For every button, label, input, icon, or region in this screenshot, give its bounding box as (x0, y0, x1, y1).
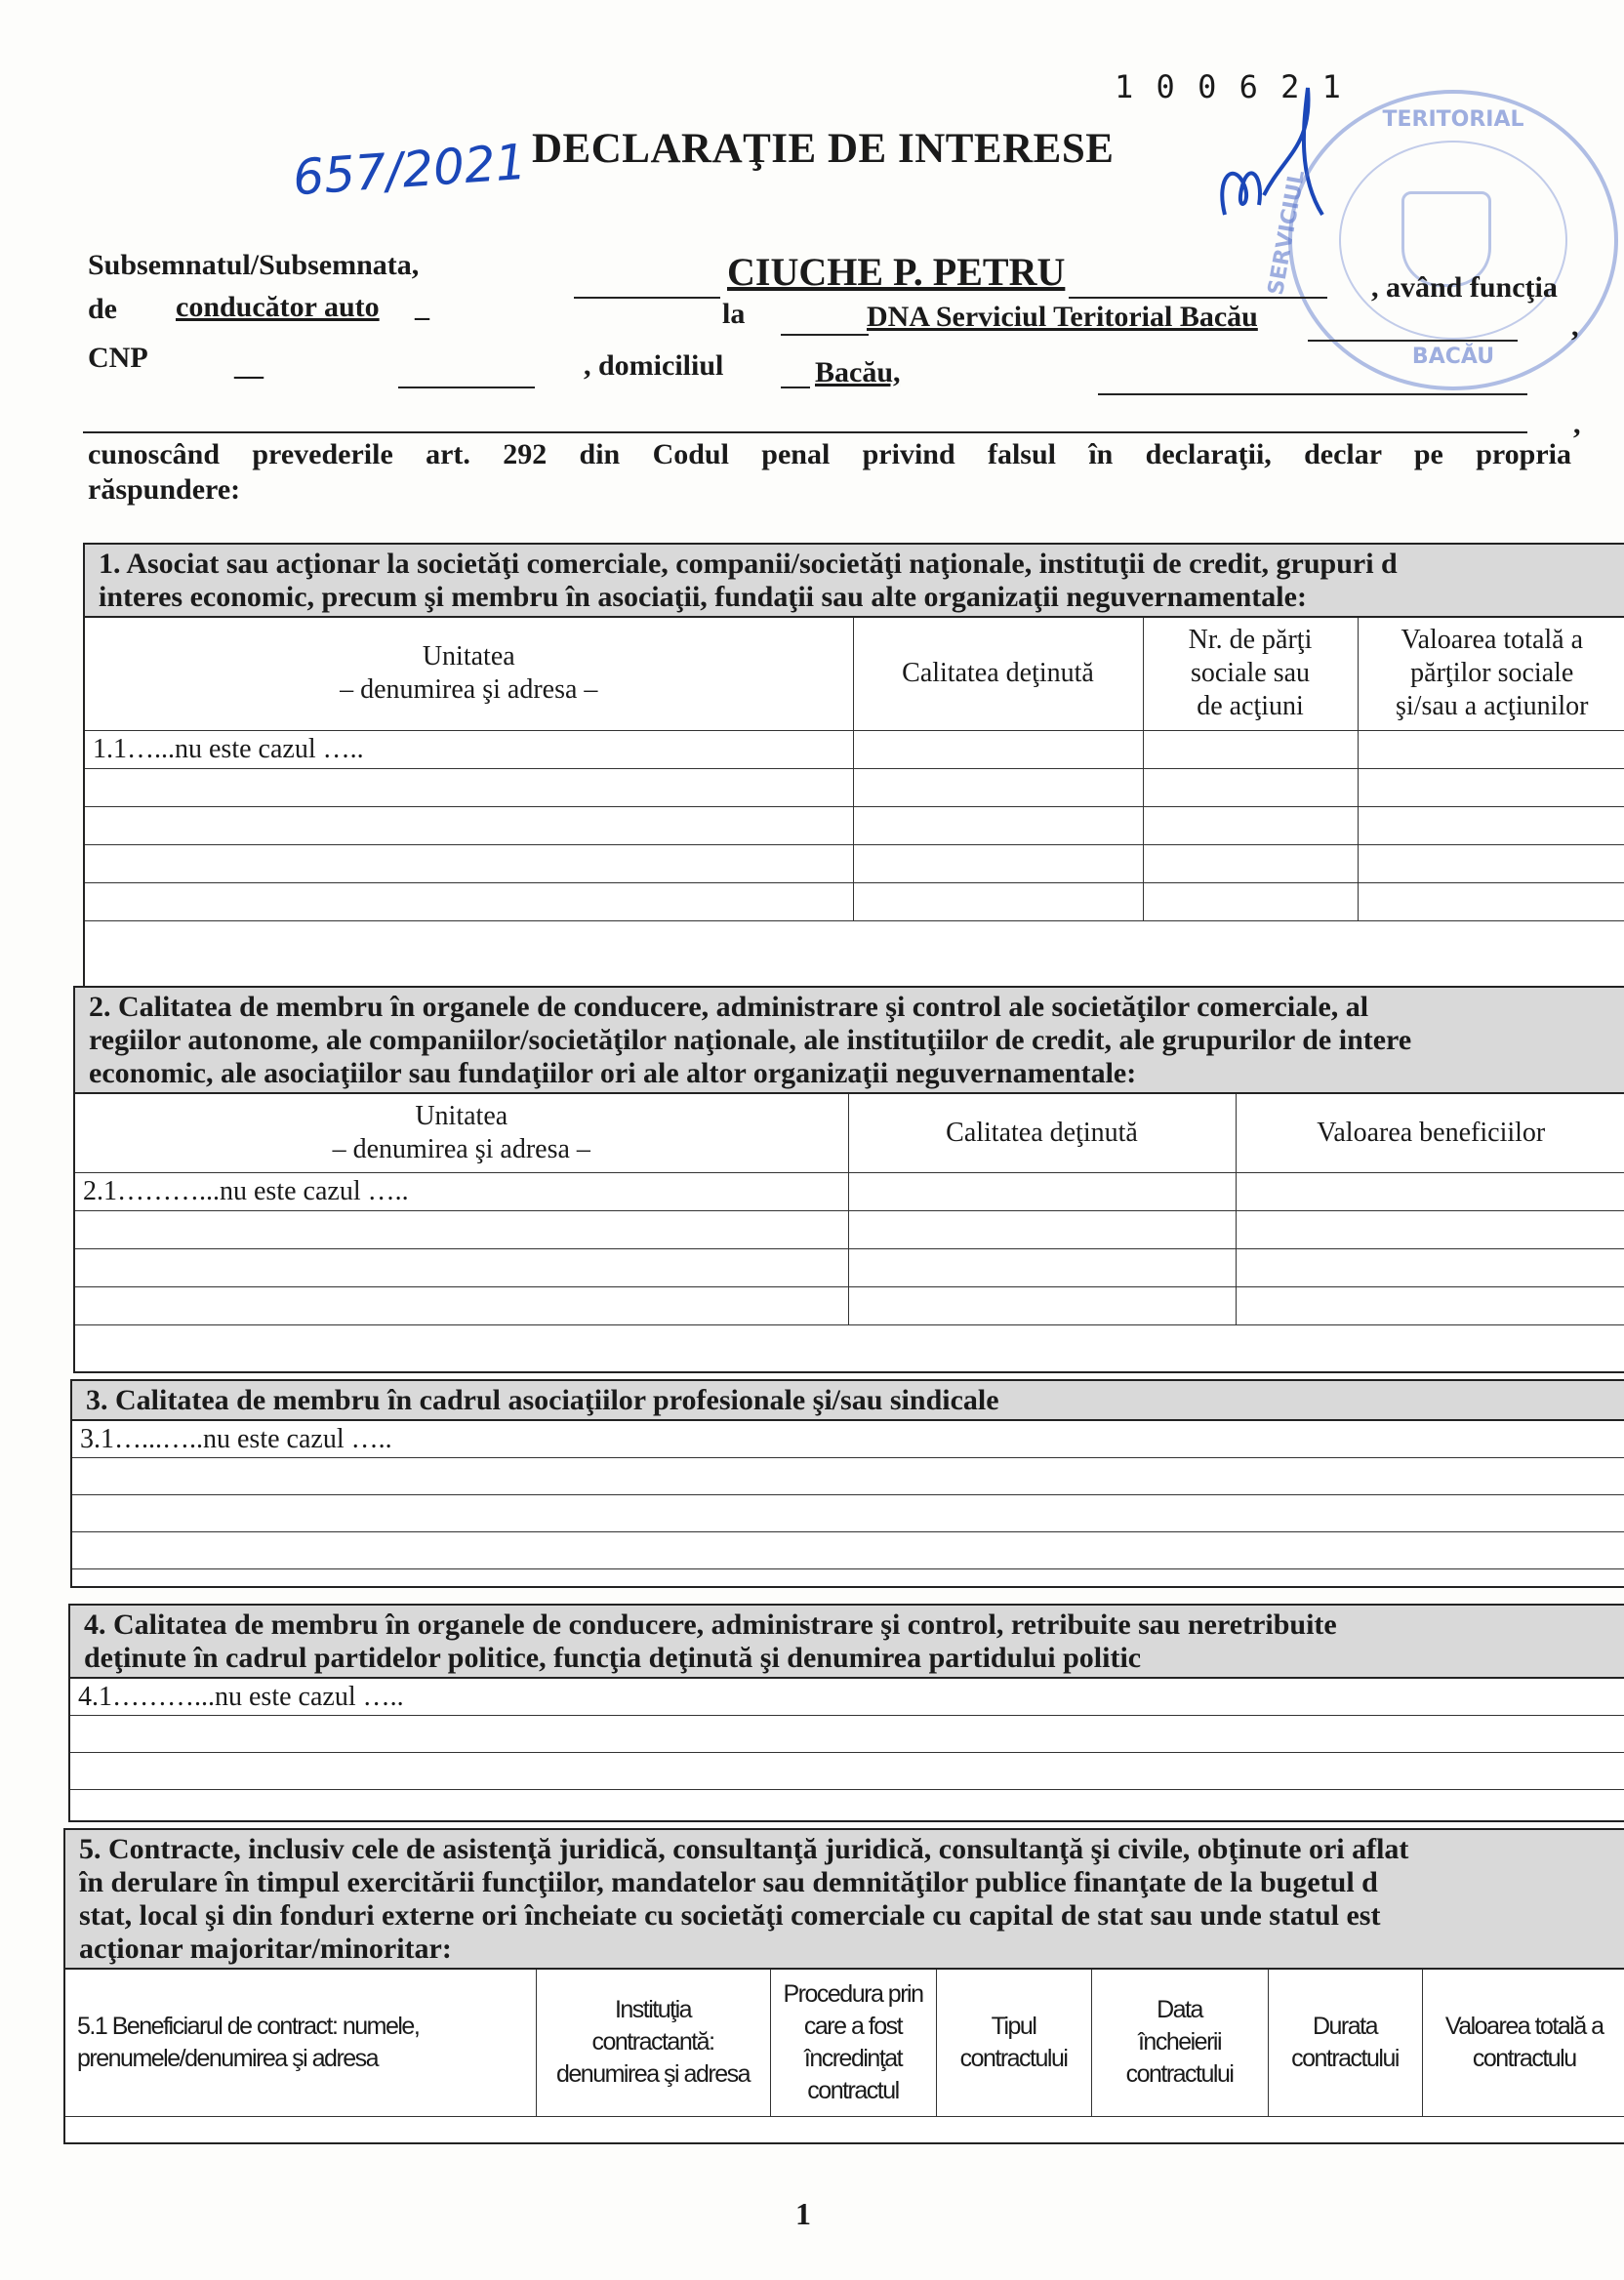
s5-col-beneficiar: 5.1 Beneficiarul de contract: numele, prenumele/denumirea şi adresa (65, 1970, 536, 2116)
page-number: 1 (795, 2196, 811, 2231)
section-5-heading-line-3: stat, local şi din fonduri externe ori încheiate cu societăţi comerciale cu capital de stat sau unde statul est (79, 1899, 1381, 1932)
section-2-heading (75, 988, 1624, 1094)
registration-number-handwritten: 657/2021 (291, 133, 529, 207)
section-2-heading-line-1: 2. Calitatea de membru în organele de conducere, administrare şi control ale societăţilor comerciale, al (89, 991, 1369, 1023)
function-field: conducător auto (176, 291, 380, 323)
subsemnatul-label: Subsemnatul/Subsemnata, (88, 249, 420, 281)
section-5-heading (65, 1830, 1624, 1970)
institution-field: DNA Serviciul Teritorial Bacău (867, 301, 1258, 333)
s2-col-valoarea-beneficiilor: Valoarea beneficiilor (1236, 1094, 1624, 1172)
address-field: Bacău, (815, 356, 901, 388)
section-4-heading (70, 1606, 1624, 1679)
la-label: la (722, 298, 746, 330)
domiciliul-label: , domiciliul (584, 349, 724, 382)
list-item: 3.1…...…..nu este cazul ….. (72, 1421, 1624, 1458)
cnp-label: CNP (88, 342, 148, 374)
section-5-heading-line-4: acţionar majoritar/minoritar: (79, 1933, 452, 1965)
cnp-dash: __ (234, 349, 264, 382)
table-row: 2.1………...nu este cazul ….. (75, 1172, 848, 1210)
section-1-heading-line-2: interes economic, precum şi membru în asociaţii, fundaţii sau alte organizaţii neguvernamentale: (99, 581, 1307, 613)
official-stamp (1264, 90, 1618, 390)
s5-col-institutia: Instituţia contractantă: denumirea şi adresa (536, 1970, 770, 2116)
section-2-heading-line-2: regiilor autonome, ale companiilor/societăţilor naţionale, ale instituţiilor de credit, ale grupurilor de intere (89, 1024, 1412, 1056)
section-1-table (85, 618, 1624, 921)
s1-col-unitatea: Unitatea – denumirea şi adresa – (85, 618, 853, 730)
statement-line-1: cunoscând prevederile art. 292 din Codul penal privind falsul în declaraţii, declar pe propria (88, 438, 1571, 470)
stamp-text-bottom: BACĂU (1411, 345, 1495, 369)
section-4 (68, 1604, 1624, 1822)
section-1-heading-line-1: 1. Asociat sau acţionar la societăţi comerciale, companii/societăţi naţionale, instituţii de credit, grupuri d (99, 548, 1398, 580)
comma-1: , (1571, 310, 1579, 343)
section-5 (63, 1828, 1624, 2144)
section-1-heading (85, 545, 1624, 618)
s5-col-valoarea: Valoarea totală a contractulu (1422, 1970, 1624, 2116)
list-item: 4.1………...nu este cazul ….. (70, 1679, 1624, 1716)
s5-col-procedura: Procedura prin care a fost încredinţat contractul (770, 1970, 936, 2116)
s2-col-unitatea: Unitatea – denumirea şi adresa – (75, 1094, 848, 1172)
section-5-heading-line-1: 5. Contracte, inclusiv cele de asistenţă juridică, consultanţă juridică, consultanţă şi civile, obţinute ori aflat (79, 1833, 1409, 1865)
statement-line-2: răspundere: (88, 473, 241, 506)
section-3-heading (72, 1381, 1624, 1421)
s2-col-calitatea: Calitatea deţinută (848, 1094, 1236, 1172)
s1-col-nr-parti: Nr. de părţi sociale sau de acţiuni (1143, 618, 1358, 730)
de-label: de (88, 293, 117, 325)
section-5-table (65, 1970, 1624, 2117)
section-4-heading-line-1: 4. Calitatea de membru în organele de conducere, administrare şi control, retribuite sau neretribuite (84, 1608, 1337, 1641)
s5-col-data: Data încheierii contractului (1091, 1970, 1268, 2116)
section-3 (70, 1379, 1624, 1588)
section-1 (83, 543, 1624, 991)
section-2-table (75, 1094, 1624, 1325)
declarant-name: CIUCHE P. PETRU (727, 250, 1066, 294)
s1-col-calitatea: Calitatea deţinută (853, 618, 1143, 730)
statement-text (88, 437, 1571, 508)
table-row: 1.1…...nu este cazul ….. (85, 730, 853, 768)
section-2-heading-line-3: economic, ale asociaţiilor sau fundaţiilor ori ale altor organizaţii neguvernamentale: (89, 1057, 1137, 1089)
section-3-heading-line-1: 3. Calitatea de membru în cadrul asociaţiilor profesionale şi/sau sindicale (86, 1384, 999, 1416)
stamp-text-top: TERITORIAL (1382, 107, 1524, 132)
s5-col-durata: Durata contractului (1268, 1970, 1422, 2116)
document-title: DECLARAŢIE DE INTERESE (532, 126, 1115, 172)
section-4-heading-line-2: deţinute în cadrul partidelor politice, funcţia deţinută şi denumirea partidului politic (84, 1642, 1142, 1674)
s5-col-tipul: Tipul contractului (936, 1970, 1091, 2116)
document-number: 1 0 0 6 2 1 (1115, 68, 1343, 105)
avand-functia-label: , având funcţia (1371, 271, 1558, 304)
stamp-text-left: SERVICIUL (1264, 168, 1311, 298)
section-2 (73, 986, 1624, 1373)
section-5-heading-line-2: în derulare în timpul exercitării funcţiilor, mandatelor sau demnităţilor publice finanţate de la bugetul d (79, 1866, 1378, 1898)
function-suffix: _ (415, 291, 429, 323)
s1-col-valoarea: Valoarea totală a părţilor sociale şi/sau a acţiunilor (1358, 618, 1624, 730)
comma-2: , (1573, 408, 1581, 440)
